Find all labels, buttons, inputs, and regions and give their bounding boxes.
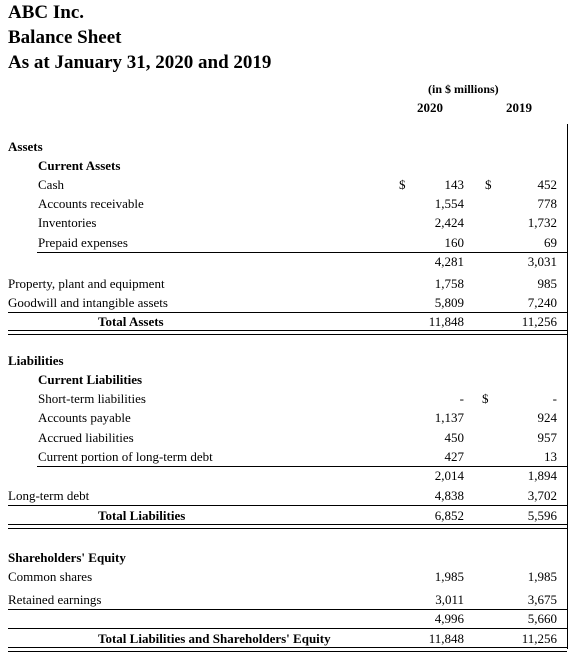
assets-subtotal-rule (8, 312, 567, 313)
current-liabilities-rule (37, 466, 567, 467)
current-liabilities-heading: Current Liabilities (38, 372, 143, 387)
ar-label: Accounts receivable (38, 196, 144, 211)
total-assets-label: Total Assets (98, 314, 164, 329)
equity-subtotal-rule (8, 609, 567, 610)
total-liabilities-label: Total Liabilities (98, 508, 186, 523)
accounts-payable-label: Accounts payable (38, 410, 131, 425)
accrued-liabilities-2019: 957 (537, 430, 557, 445)
ar-2019: 778 (537, 196, 557, 211)
goodwill-2020: 5,809 (434, 295, 464, 310)
total-assets-2020: 11,848 (428, 314, 464, 329)
liabilities-subtotal-rule (8, 505, 567, 506)
accrued-liabilities-label: Accrued liabilities (38, 430, 134, 445)
current-liabilities-total-2020: 2,014 (434, 468, 464, 483)
total-liabilities-2019: 5,596 (527, 508, 557, 523)
total-assets-double-rule (8, 330, 567, 335)
cash-2020: 143 (444, 177, 464, 192)
current-portion-ltd-label: Current portion of long-term debt (38, 449, 213, 464)
dollar-sign-liabilities: $ (482, 391, 489, 406)
dollar-sign-2019: $ (485, 177, 492, 192)
grand-total-double-rule (8, 647, 567, 652)
liabilities-heading: Liabilities (8, 353, 64, 368)
total-equity-2019: 5,660 (527, 611, 557, 626)
ar-2020: 1,554 (434, 196, 464, 211)
column-header-2019: 2019 (506, 100, 532, 115)
total-equity-2020: 4,996 (434, 611, 464, 626)
assets-heading: Assets (8, 139, 43, 154)
short-term-liabilities-label: Short-term liabilities (38, 391, 146, 406)
goodwill-2019: 7,240 (527, 295, 557, 310)
inventories-2019: 1,732 (527, 215, 557, 230)
current-assets-total-2019: 3,031 (527, 254, 557, 269)
ppe-2020: 1,758 (434, 276, 464, 291)
short-term-liabilities-2019: - (552, 391, 557, 406)
prepaid-label: Prepaid expenses (38, 235, 128, 250)
period-title: As at January 31, 2020 and 2019 (8, 52, 272, 73)
grand-total-rule (8, 628, 567, 629)
current-assets-rule (37, 252, 567, 253)
retained-earnings-label: Retained earnings (8, 592, 102, 607)
ppe-label: Property, plant and equipment (8, 276, 165, 291)
prepaid-2020: 160 (444, 235, 464, 250)
grand-total-2020: 11,848 (428, 631, 464, 646)
common-shares-label: Common shares (8, 569, 93, 584)
common-shares-2020: 1,985 (434, 569, 464, 584)
cash-label: Cash (38, 177, 64, 192)
table-right-border (567, 124, 568, 649)
inventories-label: Inventories (38, 215, 97, 230)
short-term-liabilities-2020: - (459, 391, 464, 406)
accounts-payable-2019: 924 (537, 410, 557, 425)
ppe-2019: 985 (537, 276, 557, 291)
current-portion-ltd-2019: 13 (544, 449, 557, 464)
grand-total-2019: 11,256 (521, 631, 557, 646)
retained-earnings-2020: 3,011 (435, 592, 464, 607)
company-name: ABC Inc. (8, 2, 85, 23)
total-liabilities-double-rule (8, 524, 567, 529)
cash-2019: 452 (537, 177, 557, 192)
current-assets-heading: Current Assets (38, 158, 121, 173)
statement-title: Balance Sheet (8, 27, 122, 48)
long-term-debt-label: Long-term debt (8, 488, 90, 503)
equity-heading: Shareholders' Equity (8, 550, 126, 565)
dollar-sign-2020: $ (399, 177, 406, 192)
current-assets-total-2020: 4,281 (434, 254, 464, 269)
long-term-debt-2019: 3,702 (527, 488, 557, 503)
units-label: (in $ millions) (428, 82, 499, 96)
total-assets-2019: 11,256 (521, 314, 557, 329)
goodwill-label: Goodwill and intangible assets (8, 295, 168, 310)
accounts-payable-2020: 1,137 (434, 410, 464, 425)
retained-earnings-2019: 3,675 (527, 592, 557, 607)
current-portion-ltd-2020: 427 (444, 449, 464, 464)
common-shares-2019: 1,985 (527, 569, 557, 584)
column-header-2020: 2020 (417, 100, 443, 115)
accrued-liabilities-2020: 450 (444, 430, 464, 445)
grand-total-label: Total Liabilities and Shareholders' Equity (98, 631, 331, 646)
current-liabilities-total-2019: 1,894 (527, 468, 557, 483)
prepaid-2019: 69 (544, 235, 557, 250)
inventories-2020: 2,424 (434, 215, 464, 230)
total-liabilities-2020: 6,852 (434, 508, 464, 523)
long-term-debt-2020: 4,838 (434, 488, 464, 503)
